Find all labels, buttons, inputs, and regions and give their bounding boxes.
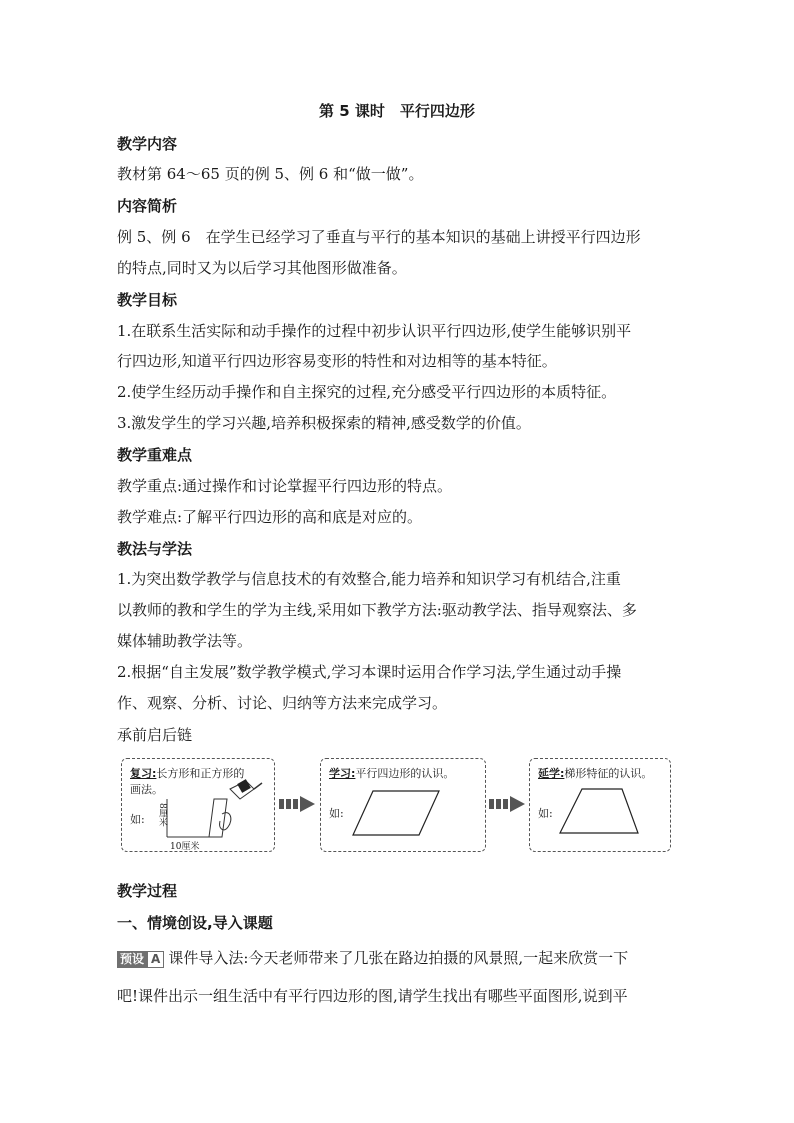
trapezoid-shape [530,759,672,853]
heading-key-points: 教学重难点 [117,446,193,464]
goal-2: 2.使学生经历动手操作和自主探究的过程,充分感受平行四边形的本质特征。 [117,383,617,401]
learning-box [320,758,486,852]
learning-label: 学习: [329,767,356,780]
method-1-line-2: 以教师的教和学生的学为主线,采用如下教学方法:驱动教学法、指导观察法、多 [117,601,637,619]
review-label: 复习: [130,767,157,780]
goal-3: 3.激发学生的学习兴趣,培养积极探索的精神,感受数学的价值。 [117,414,531,432]
heading-teaching-content: 教学内容 [117,135,178,153]
step-1-line-1-text: 课件导入法:今天老师带来了几张在路边拍摄的风景照,一起来欣赏一下 [168,949,629,967]
height-dimension-label: 8厘米 [157,803,167,827]
extension-label: 延学: [538,767,565,780]
key-point-text: 教学重点:通过操作和讨论掌握平行四边形的特点。 [117,477,453,495]
extension-text: 梯形特征的认识。 [564,767,653,780]
goal-1-line-2: 行四边形,知道平行四边形容易变形的特性和对边相等的基本特征。 [117,352,557,370]
width-dimension-label: 10厘米 [170,842,200,852]
method-1-line-1: 1.为突出数学教学与信息技术的有效整合,能力培养和知识学习有机结合,注重 [117,570,621,588]
heading-knowledge-chain: 承前启后链 [117,726,193,744]
method-2-line-1: 2.根据“自主发展”数学教学模式,学习本课时运用合作学习法,学生通过动手操 [117,663,622,681]
review-example-label: 如: [130,813,145,826]
step-1-line-2: 吧!课件出示一组生活中有平行四边形的图,请学生找出有哪些平面图形,说到平 [117,987,628,1005]
extension-box [529,758,671,852]
heading-methods: 教法与学法 [117,540,193,558]
preset-letter-badge: A [147,951,164,968]
heading-teaching-goals: 教学目标 [117,291,178,309]
preset-badge: 预设 [117,951,147,968]
method-1-line-3: 媒体辅助教学法等。 [117,632,253,650]
analysis-line-2: 的特点,同时又为以后学习其他图形做准备。 [117,259,407,277]
arrow-right-icon [489,796,525,812]
review-text-2: 画法。 [130,783,163,796]
step-1-heading: 一、情境创设,导入课题 [117,914,273,932]
teaching-content-text: 教材第 64～65 页的例 5、例 6 和“做一做”。 [117,165,424,183]
lesson-title: 第 5 课时 平行四边形 [319,102,475,120]
heading-teaching-process: 教学过程 [117,882,178,900]
learning-text: 平行四边形的认识。 [355,767,455,780]
difficulty-text: 教学难点:了解平行四边形的高和底是对应的。 [117,508,423,526]
review-box [121,758,275,852]
knowledge-chain-diagram [121,758,671,856]
method-2-line-2: 作、观察、分析、讨论、归纳等方法来完成学习。 [117,694,448,712]
step-1-line-1 [117,948,687,968]
arrow-right-icon [279,796,315,812]
heading-content-analysis: 内容简析 [117,197,178,215]
parallelogram-shape [321,759,487,853]
review-text: 长方形和正方形的 [156,767,245,780]
extension-example-label: 如: [538,807,553,820]
goal-1-line-1: 1.在联系生活实际和动手操作的过程中初步认识平行四边形,使学生能够识别平 [117,322,632,340]
learning-example-label: 如: [329,807,344,820]
analysis-line-1: 例 5、例 6 在学生已经学习了垂直与平行的基本知识的基础上讲授平行四边形 [117,228,641,246]
